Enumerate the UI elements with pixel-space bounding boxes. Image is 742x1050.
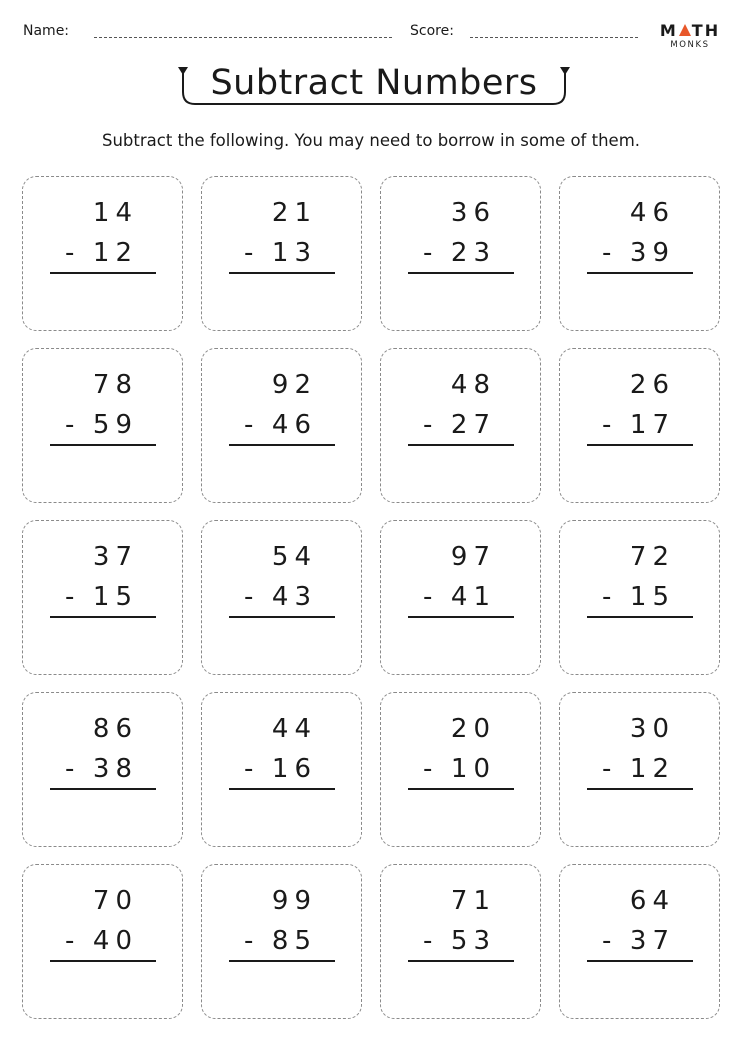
subtrahend: 43: [271, 582, 317, 612]
answer-line: [50, 444, 156, 446]
answer-line: [408, 616, 514, 618]
name-field-line[interactable]: [94, 37, 392, 38]
minuend: 37: [92, 542, 138, 572]
problem-card[interactable]: [559, 520, 720, 675]
answer-line: [50, 960, 156, 962]
minus-sign: -: [65, 582, 75, 612]
answer-line: [50, 616, 156, 618]
minus-sign: -: [65, 754, 75, 784]
minuend: 78: [92, 370, 138, 400]
subtrahend: 10: [450, 754, 496, 784]
answer-line: [50, 272, 156, 274]
answer-line: [229, 960, 335, 962]
minuend: 44: [271, 714, 317, 744]
logo-triangle-icon: [679, 24, 691, 36]
minus-sign: -: [244, 582, 254, 612]
minus-sign: -: [244, 926, 254, 956]
subtrahend: 13: [271, 238, 317, 268]
subtrahend: 37: [629, 926, 675, 956]
answer-line: [587, 788, 693, 790]
problem-card[interactable]: [201, 520, 362, 675]
score-field-line[interactable]: [470, 37, 638, 38]
minus-sign: -: [423, 754, 433, 784]
minus-sign: -: [65, 926, 75, 956]
answer-line: [587, 960, 693, 962]
subtrahend: 85: [271, 926, 317, 956]
minus-sign: -: [602, 582, 612, 612]
score-label: Score:: [410, 23, 454, 39]
minuend: 99: [271, 886, 317, 916]
minuend: 46: [629, 198, 675, 228]
subtrahend: 38: [92, 754, 138, 784]
minuend: 54: [271, 542, 317, 572]
minuend: 86: [92, 714, 138, 744]
minuend: 14: [92, 198, 138, 228]
subtrahend: 23: [450, 238, 496, 268]
minuend: 21: [271, 198, 317, 228]
minus-sign: -: [602, 410, 612, 440]
subtrahend: 12: [629, 754, 675, 784]
answer-line: [408, 272, 514, 274]
problem-card[interactable]: [559, 864, 720, 1019]
subtrahend: 15: [629, 582, 675, 612]
answer-line: [229, 272, 335, 274]
subtrahend: 39: [629, 238, 675, 268]
problem-card[interactable]: [380, 520, 541, 675]
minuend: 30: [629, 714, 675, 744]
subtrahend: 16: [271, 754, 317, 784]
subtrahend: 53: [450, 926, 496, 956]
answer-line: [587, 272, 693, 274]
problem-card[interactable]: [380, 348, 541, 503]
minus-sign: -: [602, 754, 612, 784]
problem-card[interactable]: [22, 348, 183, 503]
minus-sign: -: [602, 238, 612, 268]
problem-card[interactable]: [380, 864, 541, 1019]
subtrahend: 12: [92, 238, 138, 268]
problem-card[interactable]: [201, 176, 362, 331]
problem-card[interactable]: [380, 176, 541, 331]
minus-sign: -: [65, 238, 75, 268]
problem-card[interactable]: [201, 864, 362, 1019]
logo-text-th: TH: [691, 21, 721, 40]
problem-card[interactable]: [201, 692, 362, 847]
minus-sign: -: [423, 238, 433, 268]
subtrahend: 15: [92, 582, 138, 612]
minuend: 72: [629, 542, 675, 572]
logo-subtext: MONKS: [670, 40, 710, 50]
minuend: 20: [450, 714, 496, 744]
problem-card[interactable]: [559, 348, 720, 503]
subtrahend: 59: [92, 410, 138, 440]
minuend: 71: [450, 886, 496, 916]
logo: [659, 22, 721, 50]
minuend: 48: [450, 370, 496, 400]
answer-line: [408, 788, 514, 790]
problem-card[interactable]: [22, 176, 183, 331]
problem-card[interactable]: [559, 692, 720, 847]
logo-wordmark: [659, 22, 721, 40]
minuend: 97: [450, 542, 496, 572]
answer-line: [587, 616, 693, 618]
minus-sign: -: [65, 410, 75, 440]
title-banner: [178, 60, 570, 106]
answer-line: [229, 616, 335, 618]
instructions: Subtract the following. You may need to borrow in some of them.: [101, 131, 641, 150]
answer-line: [50, 788, 156, 790]
problem-card[interactable]: [201, 348, 362, 503]
problem-grid: [22, 176, 720, 1019]
minuend: 64: [629, 886, 675, 916]
minus-sign: -: [244, 410, 254, 440]
minuend: 70: [92, 886, 138, 916]
subtrahend: 27: [450, 410, 496, 440]
subtrahend: 41: [450, 582, 496, 612]
minuend: 26: [629, 370, 675, 400]
subtrahend: 40: [92, 926, 138, 956]
problem-card[interactable]: [559, 176, 720, 331]
minus-sign: -: [423, 410, 433, 440]
problem-card[interactable]: [22, 520, 183, 675]
subtrahend: 46: [271, 410, 317, 440]
minus-sign: -: [423, 926, 433, 956]
problem-card[interactable]: [22, 692, 183, 847]
name-label: Name:: [23, 23, 70, 39]
minuend: 92: [271, 370, 317, 400]
subtrahend: 17: [629, 410, 675, 440]
answer-line: [408, 960, 514, 962]
page-title: Subtract Numbers: [210, 63, 538, 103]
minuend: 36: [450, 198, 496, 228]
minus-sign: -: [244, 238, 254, 268]
logo-text-m: M: [659, 21, 678, 40]
minus-sign: -: [244, 754, 254, 784]
answer-line: [587, 444, 693, 446]
answer-line: [229, 444, 335, 446]
problem-card[interactable]: [380, 692, 541, 847]
minus-sign: -: [602, 926, 612, 956]
minus-sign: -: [423, 582, 433, 612]
answer-line: [408, 444, 514, 446]
problem-card[interactable]: [22, 864, 183, 1019]
answer-line: [229, 788, 335, 790]
